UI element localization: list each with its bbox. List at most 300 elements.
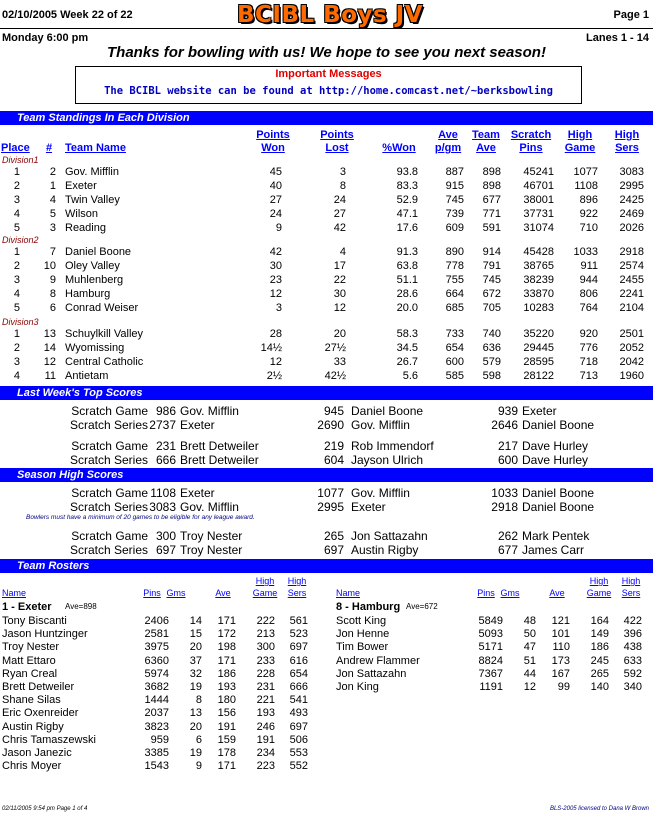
player-high-series: 493 <box>289 707 308 720</box>
ave-pgm: 778 <box>445 260 464 272</box>
points-lost: 4 <box>339 246 346 258</box>
score-name: Gov. Mifflin <box>180 500 239 514</box>
place: 3 <box>13 194 20 206</box>
high-game: 776 <box>579 342 598 354</box>
score-value: 2690 <box>317 418 344 432</box>
pct-won: 93.8 <box>396 166 418 178</box>
col-highsers-2: Sers <box>615 142 639 154</box>
player-name: Jon King <box>336 681 379 693</box>
score-label: Scratch Game <box>71 486 148 500</box>
score-name: Gov. Mifflin <box>180 404 239 418</box>
scratch-pins: 31074 <box>523 222 554 234</box>
league-title: BCIBL Boys JV <box>237 2 424 28</box>
high-game: 920 <box>579 328 598 340</box>
points-won: 42 <box>269 246 282 258</box>
player-name: Brett Detweiler <box>2 681 75 693</box>
points-lost: 27 <box>333 208 346 220</box>
player-high-game: 231 <box>256 681 275 693</box>
team-num: 13 <box>43 328 56 340</box>
player-games: 48 <box>523 615 536 627</box>
col-team-name: Team Name <box>65 142 126 154</box>
player-high-game: 191 <box>256 733 275 746</box>
col-name: Name <box>336 588 361 598</box>
day-time: Monday 6:00 pm <box>2 32 89 44</box>
player-name: Chris Tamaszewski <box>2 733 96 746</box>
scratch-pins: 45428 <box>523 246 554 258</box>
score-name: Austin Rigby <box>351 543 419 557</box>
team-name: Central Catholic <box>65 356 144 368</box>
score-value: 231 <box>155 439 176 453</box>
division-label: Division3 <box>2 317 39 327</box>
score-name: Exeter <box>522 404 557 418</box>
player-name: Scott King <box>336 615 387 627</box>
roster-team-ave: Ave=672 <box>406 602 438 611</box>
col-high-sers-2: Sers <box>621 588 641 598</box>
ave-pgm: 654 <box>445 342 464 354</box>
score-name: Rob Immendorf <box>351 439 434 453</box>
team-ave: 598 <box>482 370 501 382</box>
col-high-sers-1: High <box>287 576 307 586</box>
player-high-series: 616 <box>289 654 308 667</box>
col-high-game-1: High <box>255 576 275 586</box>
team-ave: 771 <box>482 208 501 220</box>
score-label: Scratch Game <box>71 404 148 418</box>
player-average: 186 <box>217 667 236 680</box>
player-high-series: 553 <box>289 747 308 759</box>
player-games: 20 <box>189 720 202 733</box>
player-name: Austin Rigby <box>2 720 64 733</box>
high-series: 2995 <box>619 180 644 192</box>
player-average: 156 <box>217 707 236 720</box>
player-pins: 5171 <box>478 641 503 654</box>
player-pins: 3823 <box>144 720 169 733</box>
score-name: Gov. Mifflin <box>351 486 410 500</box>
team-ave: 705 <box>482 302 501 314</box>
high-game: 713 <box>579 370 598 382</box>
points-won: 28 <box>269 328 282 340</box>
player-name: Jon Henne <box>336 628 390 641</box>
col-pins: Pins <box>477 588 495 598</box>
rosters-section-title: Team Rosters <box>17 560 90 572</box>
high-series: 2469 <box>619 208 644 220</box>
points-lost: 12 <box>333 302 346 314</box>
col-gms: Gms <box>500 588 520 598</box>
score-label: Scratch Series <box>69 418 148 432</box>
division-label: Division2 <box>2 235 39 245</box>
points-won: 3 <box>275 302 282 314</box>
score-value: 986 <box>155 404 176 418</box>
player-games: 9 <box>195 760 202 773</box>
col-ave-1: Ave <box>438 129 458 141</box>
points-lost: 27½ <box>324 342 346 354</box>
high-series: 3083 <box>619 166 644 178</box>
col-high-sers-2: Sers <box>287 588 307 598</box>
player-pins: 959 <box>150 733 169 746</box>
pct-won: 52.9 <box>396 194 418 206</box>
player-high-game: 222 <box>256 615 275 627</box>
player-name: Ryan Creal <box>2 667 58 680</box>
player-games: 15 <box>189 628 202 641</box>
player-pins: 6360 <box>144 654 169 667</box>
score-name: Mark Pentek <box>522 529 590 543</box>
score-name: Dave Hurley <box>522 439 589 453</box>
website-message: The BCIBL website can be found at http://home.comcast.net/~berksbowling <box>104 85 553 97</box>
score-value: 697 <box>155 543 176 557</box>
player-high-series: 633 <box>623 654 642 667</box>
player-average: 172 <box>217 628 236 641</box>
points-won: 40 <box>269 180 282 192</box>
ave-pgm: 664 <box>445 288 464 300</box>
place: 1 <box>13 246 20 258</box>
high-series: 2501 <box>619 328 644 340</box>
player-games: 47 <box>523 641 536 654</box>
player-pins: 1543 <box>144 760 169 773</box>
player-games: 13 <box>189 707 202 720</box>
player-high-series: 523 <box>289 628 308 641</box>
score-value: 2737 <box>149 418 176 432</box>
ave-pgm: 739 <box>445 208 464 220</box>
player-games: 19 <box>189 747 202 759</box>
ave-pgm: 600 <box>445 356 464 368</box>
player-high-series: 592 <box>623 667 642 680</box>
team-num: 5 <box>49 208 56 220</box>
points-won: 45 <box>269 166 282 178</box>
player-games: 37 <box>189 654 202 667</box>
player-games: 14 <box>189 615 202 627</box>
player-pins: 3682 <box>144 681 169 693</box>
ave-pgm: 685 <box>445 302 464 314</box>
player-name: Matt Ettaro <box>2 654 56 667</box>
points-lost: 24 <box>333 194 346 206</box>
player-high-series: 697 <box>289 641 308 654</box>
ave-pgm: 915 <box>445 180 464 192</box>
col-high-sers-1: High <box>621 576 641 586</box>
player-games: 6 <box>195 733 202 746</box>
score-value: 697 <box>323 543 344 557</box>
footer-license: BLS-2005 licensed to Dana W Brown <box>549 806 649 812</box>
team-name: Twin Valley <box>65 194 120 206</box>
lanes: Lanes 1 - 14 <box>586 32 649 44</box>
score-value: 945 <box>323 404 344 418</box>
high-game: 718 <box>579 356 598 368</box>
last-week-section-title: Last Week's Top Scores <box>17 387 143 399</box>
player-high-series: 654 <box>289 667 308 680</box>
player-games: 44 <box>523 667 536 680</box>
points-won: 27 <box>269 194 282 206</box>
high-game: 1108 <box>574 180 598 192</box>
points-lost: 17 <box>333 260 346 272</box>
place: 1 <box>13 166 20 178</box>
place: 2 <box>13 342 20 354</box>
scratch-pins: 38239 <box>523 274 554 286</box>
score-value: 2918 <box>491 500 518 514</box>
points-won: 30 <box>269 260 282 272</box>
points-won: 2½ <box>266 370 282 382</box>
player-high-game: 245 <box>590 654 609 667</box>
team-num: 8 <box>49 288 56 300</box>
player-name: Shane Silas <box>2 694 61 707</box>
high-game: 896 <box>579 194 598 206</box>
pct-won: 63.8 <box>396 260 418 272</box>
pct-won: 58.3 <box>396 328 418 340</box>
team-num: 11 <box>44 370 56 382</box>
player-high-game: 213 <box>256 628 275 641</box>
eligibility-note: Bowlers must have a minimum of 20 games to be eligible for any league award. <box>26 514 255 521</box>
col-gms: Gms <box>166 588 186 598</box>
player-high-series: 666 <box>289 681 308 693</box>
player-average: 159 <box>217 733 236 746</box>
player-average: 99 <box>557 681 570 693</box>
points-lost: 8 <box>339 180 346 192</box>
team-num: 3 <box>49 222 56 234</box>
player-name: Jason Janezic <box>2 747 72 759</box>
team-name: Gov. Mifflin <box>65 166 119 178</box>
col-teamave-2: Ave <box>476 142 496 154</box>
ave-pgm: 745 <box>445 194 464 206</box>
player-name: Tony Biscanti <box>2 615 67 627</box>
col-pins: Pins <box>143 588 161 598</box>
col-teamave-1: Team <box>472 129 500 141</box>
player-games: 19 <box>189 681 202 693</box>
col-pct: %Won <box>382 142 416 154</box>
col-lost-2: Lost <box>325 142 349 154</box>
player-games: 32 <box>189 667 202 680</box>
season-high-section-title: Season High Scores <box>17 469 124 481</box>
team-ave: 591 <box>482 222 501 234</box>
player-high-series: 561 <box>289 615 308 627</box>
player-high-game: 186 <box>590 641 609 654</box>
col-highgame-2: Game <box>564 142 596 154</box>
team-num: 14 <box>43 342 56 354</box>
player-high-game: 140 <box>590 681 609 693</box>
player-high-game: 149 <box>590 628 609 641</box>
place: 3 <box>13 274 20 286</box>
player-name: Jason Huntzinger <box>2 628 88 641</box>
player-average: 180 <box>217 694 236 707</box>
team-name: Oley Valley <box>65 260 120 272</box>
high-game: 710 <box>579 222 598 234</box>
scratch-pins: 33870 <box>523 288 554 300</box>
score-label: Scratch Game <box>71 439 148 453</box>
player-pins: 2581 <box>144 628 169 641</box>
player-name: Troy Nester <box>2 641 60 654</box>
col-highsers-1: High <box>614 129 640 141</box>
score-name: Daniel Boone <box>351 404 424 418</box>
team-name: Reading <box>65 222 106 234</box>
player-name: Tim Bower <box>336 641 389 654</box>
score-value: 666 <box>155 453 176 467</box>
high-series: 1960 <box>619 370 644 382</box>
team-ave: 914 <box>482 246 501 258</box>
col-name: Name <box>2 588 27 598</box>
high-series: 2574 <box>619 260 644 272</box>
player-name: Andrew Flammer <box>336 654 420 667</box>
place: 4 <box>13 370 20 382</box>
player-high-game: 246 <box>256 720 275 733</box>
team-ave: 579 <box>482 356 501 368</box>
roster-team-title: 8 - Hamburg <box>336 601 401 613</box>
player-games: 20 <box>189 641 202 654</box>
score-value: 3083 <box>149 500 176 514</box>
pct-won: 91.3 <box>396 246 418 258</box>
player-high-game: 233 <box>256 654 275 667</box>
pct-won: 5.6 <box>402 370 418 382</box>
team-name: Exeter <box>65 180 97 192</box>
score-name: Dave Hurley <box>522 453 589 467</box>
ave-pgm: 733 <box>445 328 464 340</box>
player-high-game: 265 <box>590 667 609 680</box>
pct-won: 34.5 <box>396 342 418 354</box>
ave-pgm: 890 <box>445 246 464 258</box>
col-high-game-2: Game <box>252 588 278 598</box>
col-high-game-1: High <box>589 576 609 586</box>
score-name: Daniel Boone <box>522 486 595 500</box>
player-pins: 5849 <box>478 615 503 627</box>
team-num: 2 <box>49 166 56 178</box>
points-lost: 30 <box>333 288 346 300</box>
player-high-series: 506 <box>289 733 308 746</box>
score-value: 217 <box>497 439 518 453</box>
team-num: 10 <box>43 260 56 272</box>
player-high-game: 223 <box>256 760 275 773</box>
season-high-section-bar <box>0 468 653 482</box>
high-game: 1033 <box>573 246 598 258</box>
player-average: 191 <box>217 720 236 733</box>
team-ave: 745 <box>482 274 501 286</box>
col-place: Place <box>1 142 30 154</box>
score-name: Exeter <box>180 418 215 432</box>
report-date-week: 02/10/2005 Week 22 of 22 <box>2 9 133 21</box>
high-series: 2052 <box>619 342 644 354</box>
high-game: 911 <box>580 260 598 272</box>
scratch-pins: 29445 <box>523 342 554 354</box>
player-average: 101 <box>551 628 570 641</box>
score-name: Jon Sattazahn <box>351 529 428 543</box>
thanks-message: Thanks for bowling with us! We hope to see you next season! <box>107 44 546 61</box>
player-high-game: 164 <box>590 615 609 627</box>
score-value: 265 <box>323 529 344 543</box>
place: 4 <box>13 208 20 220</box>
player-pins: 3385 <box>144 747 169 759</box>
player-games: 51 <box>523 654 536 667</box>
team-num: 7 <box>49 246 56 258</box>
pct-won: 17.6 <box>396 222 418 234</box>
player-high-series: 340 <box>623 681 642 693</box>
pct-won: 83.3 <box>396 180 418 192</box>
high-series: 2241 <box>619 288 644 300</box>
place: 5 <box>13 302 20 314</box>
col-num: # <box>45 142 53 154</box>
points-lost: 42 <box>333 222 346 234</box>
player-high-game: 221 <box>256 694 275 707</box>
high-series: 2455 <box>619 274 644 286</box>
player-name: Eric Oxenreider <box>2 707 79 720</box>
team-name: Muhlenberg <box>65 274 124 286</box>
team-ave: 791 <box>482 260 501 272</box>
scratch-pins: 10283 <box>523 302 554 314</box>
footer-timestamp: 02/11/2005 9:54 pm Page 1 of 4 <box>2 806 88 812</box>
place: 2 <box>13 180 20 192</box>
scratch-pins: 46701 <box>523 180 554 192</box>
points-won: 24 <box>269 208 282 220</box>
points-won: 23 <box>269 274 282 286</box>
score-name: Brett Detweiler <box>180 453 259 467</box>
scratch-pins: 45241 <box>523 166 554 178</box>
player-high-game: 228 <box>256 667 275 680</box>
player-name: Chris Moyer <box>2 760 62 773</box>
player-average: 171 <box>217 760 236 773</box>
col-ave-2: p/gm <box>434 142 462 154</box>
scratch-pins: 35220 <box>523 328 554 340</box>
place: 3 <box>13 356 20 368</box>
score-name: Gov. Mifflin <box>351 418 410 432</box>
high-game: 1077 <box>573 166 598 178</box>
team-name: Hamburg <box>65 288 111 300</box>
score-value: 300 <box>155 529 176 543</box>
team-ave: 898 <box>482 180 501 192</box>
score-value: 1108 <box>150 486 176 500</box>
player-high-game: 234 <box>256 747 275 759</box>
player-average: 171 <box>217 654 236 667</box>
team-num: 1 <box>49 180 56 192</box>
player-pins: 7367 <box>478 667 503 680</box>
col-scratch-2: Pins <box>519 142 543 154</box>
ave-pgm: 585 <box>445 370 464 382</box>
player-high-game: 300 <box>256 641 275 654</box>
col-won-2: Won <box>261 142 285 154</box>
standings-section-bar <box>0 111 653 125</box>
team-name: Wyomissing <box>65 342 125 354</box>
score-value: 600 <box>497 453 518 467</box>
page-number: Page 1 <box>613 9 649 21</box>
score-name: Jayson Ulrich <box>351 453 424 467</box>
score-label: Scratch Series <box>69 500 148 514</box>
col-ave: Ave <box>549 588 565 598</box>
score-value: 939 <box>497 404 518 418</box>
player-high-series: 422 <box>623 615 642 627</box>
team-name: Conrad Weiser <box>65 302 139 314</box>
high-game: 944 <box>579 274 598 286</box>
place: 4 <box>13 288 20 300</box>
team-ave: 636 <box>482 342 501 354</box>
player-average: 193 <box>217 681 236 693</box>
points-lost: 33 <box>333 356 346 368</box>
team-num: 4 <box>49 194 56 206</box>
score-name: Troy Nester <box>180 529 243 543</box>
player-average: 110 <box>552 641 570 654</box>
team-num: 9 <box>49 274 56 286</box>
player-games: 8 <box>195 694 202 707</box>
team-ave: 677 <box>482 194 501 206</box>
pct-won: 26.7 <box>396 356 418 368</box>
score-value: 2646 <box>491 418 518 432</box>
ave-pgm: 609 <box>445 222 464 234</box>
col-high-game-2: Game <box>586 588 612 598</box>
high-series: 2026 <box>619 222 644 234</box>
score-name: Troy Nester <box>180 543 243 557</box>
player-high-game: 193 <box>256 707 275 720</box>
pct-won: 20.0 <box>396 302 418 314</box>
rosters-section-bar <box>0 559 653 573</box>
place: 5 <box>13 222 20 234</box>
player-pins: 1444 <box>144 694 169 707</box>
score-label: Scratch Game <box>71 529 148 543</box>
team-num: 6 <box>49 302 56 314</box>
player-games: 50 <box>523 628 536 641</box>
high-series: 2918 <box>619 246 644 258</box>
col-lost-1: Points <box>320 129 354 141</box>
score-value: 219 <box>323 439 344 453</box>
